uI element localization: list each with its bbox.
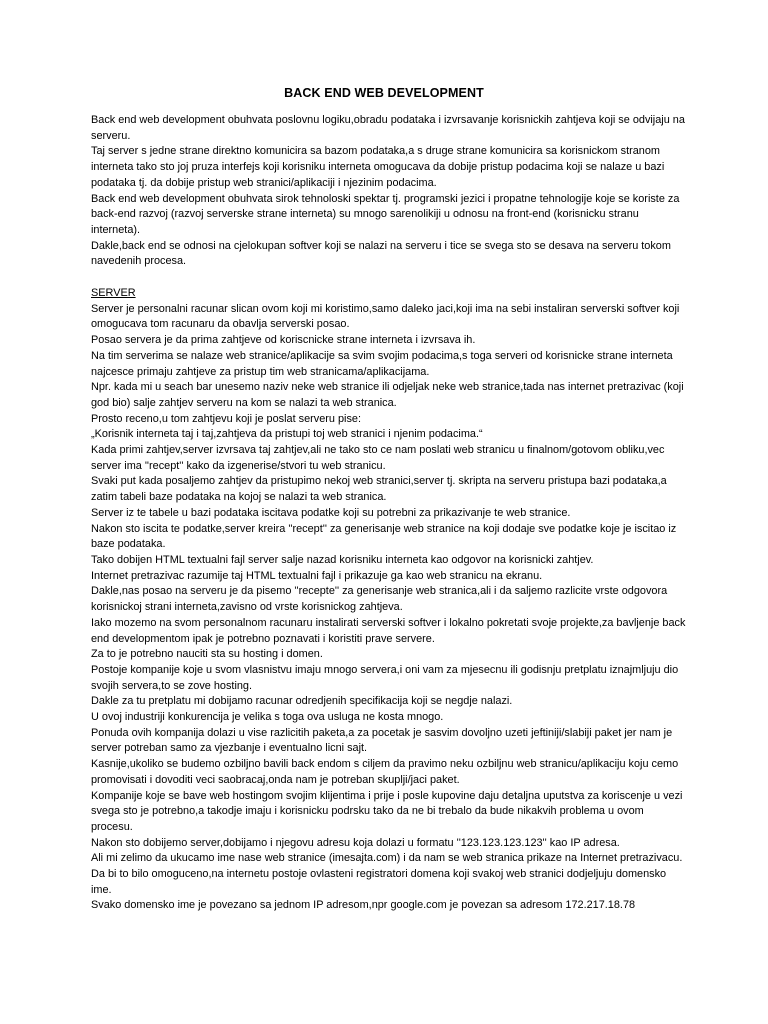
server-paragraph-10: Nakon sto iscita te podatke,server kreira ''recept'' za generisanje web stranice na koji dodaje sve podatke koje je iscitao iz baze podataka. <box>91 522 677 551</box>
server-paragraph-15: Za to je potrebno nauciti sta su hosting i domen. <box>91 648 323 661</box>
intro-paragraph-2: Taj server s jedne strane direktno komunicira sa bazom podataka,a s druge strane komunicira sa korisnickom stranom interneta tako sto joj pruza interfejs koji korisniku interneta omogucava da dobije pristup podacima koji se nalaze u bazi podataka tj. da dobije pristup web stranici/aplikaciji i njezinim podacima. <box>91 145 665 189</box>
server-paragraph-19: Ponuda ovih kompanija dolazi u vise razlicitih paketa,a za pocetak je sasvim dovoljno uzeti jeftiniji/slabiji paket jer nam je server potreban samo za vjezbanje i eventualno licni sajt. <box>91 726 673 755</box>
document-title: BACK END WEB DEVELOPMENT <box>284 86 484 100</box>
server-paragraph-2: Posao servera je da prima zahtjeve od koriscnicke strane interneta i izvrsava ih. <box>91 334 476 347</box>
server-paragraph-23: Ali mi zelimo da ukucamo ime nase web stranice (imesajta.com) i da nam se web stranica prikaze na Internet pretrazivacu. <box>91 852 683 865</box>
intro-paragraph-1: Back end web development obuhvata poslovnu logiku,obradu podataka i izvrsavanje korisnickih zahtjeva koji se odvijaju na serveru. <box>91 114 685 142</box>
server-heading: SERVER <box>91 287 136 300</box>
server-paragraph-11: Tako dobijen HTML textualni fajl server salje nazad korisniku interneta kao odgovor na korisnicki zahtjev. <box>91 553 594 566</box>
server-paragraph-7: Kada primi zahtjev,server izvrsava taj zahtjev,ali ne tako sto ce nam poslati web stranicu u finalnom/gotovom obliku,vec server ima ''recept'' kako da izgenerise/stvori tu web stranicu. <box>91 444 665 472</box>
server-paragraph-25: Svako domensko ime je povezano sa jednom IP adresom,npr google.com je povezan sa adresom 172.217.18.78 <box>91 899 636 912</box>
server-paragraph-9: Server iz te tabele u bazi podataka iscitava podatke koji su potrebni za prikazivanje te web stranice. <box>91 506 571 519</box>
intro-paragraph-4: Dakle,back end se odnosi na cjelokupan softver koji se nalazi na serveru i tice se svega sto se desava na serveru tokom navedenih procesa. <box>91 239 671 268</box>
intro-paragraph-3: Back end web development obuhvata sirok tehnoloski spektar tj. programski jezici i propatne tehnologije koje se koriste za back-end razvoj (razvoj serverske strane interneta) su mnogo sarenolikiji u odnosu na front-end (korisnicku stranu interneta). <box>91 192 680 236</box>
server-paragraph-14: Iako mozemo na svom personalnom racunaru instalirati serverski softver i lokalno pokretati svoje projekte,za bavljenje back end developmentom ipak je potrebno poznavati i koristiti prave servere. <box>91 616 686 645</box>
server-paragraph-3: Na tim serverima se nalaze web stranice/aplikacije sa svim svojim podacima,s toga serveri od korisnicke strane interneta najcesce primaju zahtjeve za pristup tim web stranicama/aplikacijama. <box>91 349 673 378</box>
server-paragraph-18: U ovoj industriji konkurencija je velika s toga ova usluga ne kosta mnogo. <box>91 711 444 724</box>
server-paragraph-6: „Korisnik interneta taj i taj,zahtjeva da pristupi toj web stranici i njenim podacima.“ <box>91 428 483 441</box>
server-paragraph-5: Prosto receno,u tom zahtjevu koji je poslat serveru pise: <box>91 412 361 425</box>
server-paragraph-8: Svaki put kada posaljemo zahtjev da pristupimo nekoj web stranici,server tj. skripta na serveru pristupa bazi podataka,a zatim tabeli baze podataka na kojoj se nalazi ta web stranica. <box>91 475 667 504</box>
server-paragraph-17: Dakle za tu pretplatu mi dobijamo racunar odredjenih specifikacija koji se negdje nalazi. <box>91 695 513 708</box>
server-paragraph-13: Dakle,nas posao na serveru je da pisemo ''recepte'' za generisanje web stranica,ali i da saljemo razlicite vrste odgovora korisnickoj strani interneta,zavisno od vrste korisnickog zahtjeva. <box>91 585 668 614</box>
server-paragraph-20: Kasnije,ukoliko se budemo ozbiljno bavili back endom s ciljem da pravimo neku ozbiljnu web stranicu/aplikaciju koju cemo promovisati i dovoditi veci saobracaj,onda nam je potreban skuplji/jaci paket. <box>91 758 679 786</box>
server-paragraph-22: Nakon sto dobijemo server,dobijamo i njegovu adresu koja dolazi u formatu ''123.123.123.123'' kao IP adresa. <box>91 836 620 849</box>
server-paragraph-24: Da bi to bilo omoguceno,na internetu postoje ovlasteni registratori domena koji svakoj web stranici dodjeljuju domensko ime. <box>91 868 667 896</box>
server-paragraph-4: Npr. kada mi u seach bar unesemo naziv neke web stranice ili odjeljak neke web stranice,tada nas internet pretrazivac (koji god bio) salje zahtjev serveru na kom se nalazi ta web stranica. <box>91 381 684 409</box>
server-paragraph-1: Server je personalni racunar slican ovom koji mi koristimo,samo daleko jaci,koji ima na sebi instaliran serverski softver koji omogucava tom racunaru da obavlja serverski posao. <box>91 302 680 331</box>
document-body <box>91 113 687 914</box>
server-paragraph-21: Kompanije koje se bave web hostingom svojim klijentima i prije i posle kupovine daju detaljna uputstva za koriscenje u vezi svega sto je potrebno,a takodje imaju i korisnicku podrsku tako da ne bi trebalo da bude nikakvih problema u ovom procesu. <box>91 789 683 833</box>
server-paragraph-12: Internet pretrazivac razumije taj HTML textualni fajl i prikazuje ga kao web stranicu na ekranu. <box>91 569 543 582</box>
server-paragraph-16: Postoje kompanije koje u svom vlasnistvu imaju mnogo servera,i oni vam za mjesecnu ili godisnju pretplatu iznajmljuju dio svojih servera,to se zove hosting. <box>91 663 679 692</box>
